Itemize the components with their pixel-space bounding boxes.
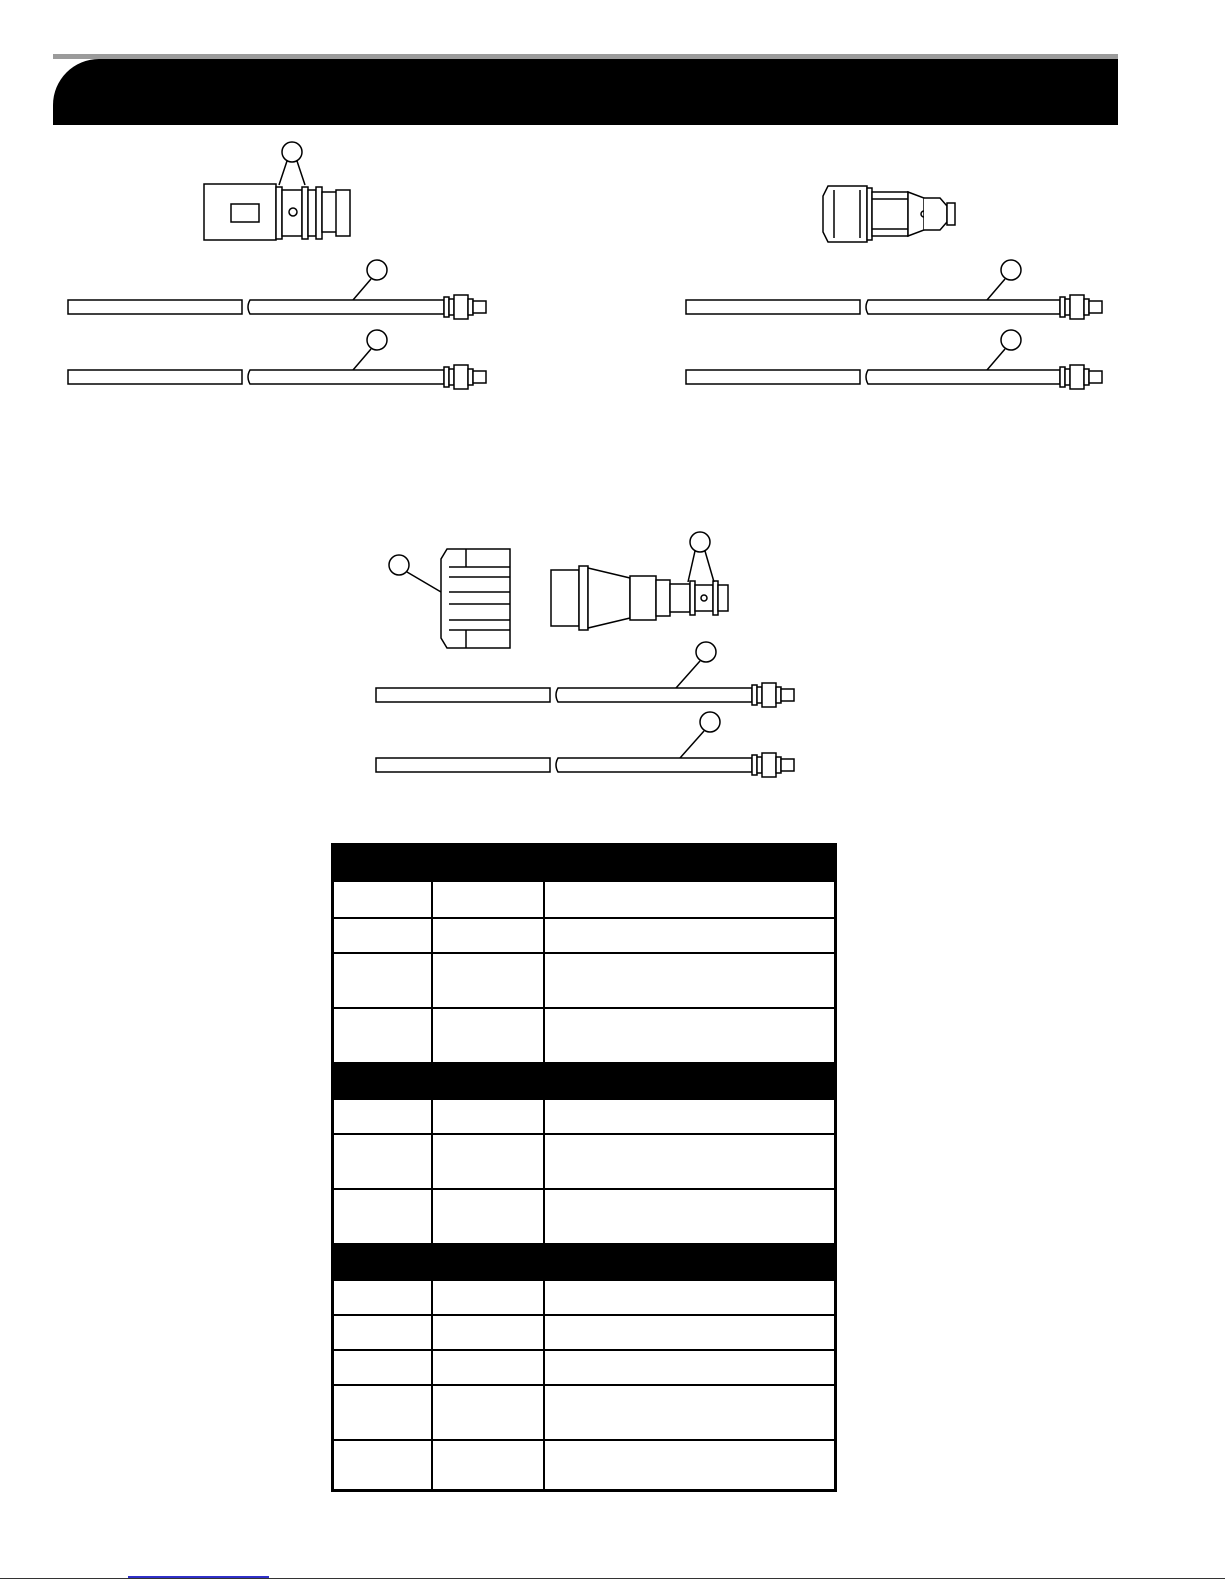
callout-top-right-lead-2 — [1001, 330, 1021, 350]
table-cell — [334, 882, 447, 917]
table-row — [334, 1100, 834, 1135]
table-row — [334, 1009, 834, 1064]
callout-top-left-lead-1 — [367, 260, 387, 280]
top-right-connector-drawing — [823, 186, 955, 242]
table-cell — [545, 1281, 834, 1314]
table-row — [334, 882, 834, 919]
table-cell — [433, 1009, 559, 1062]
table-cell — [545, 1351, 834, 1384]
table-cell — [545, 882, 834, 917]
table-cell — [334, 1190, 447, 1243]
parts-table — [331, 843, 837, 1492]
table-cell — [545, 1100, 834, 1133]
table-cell — [545, 1009, 834, 1062]
table-header-cell — [334, 846, 447, 880]
callout-center-connector — [690, 532, 710, 552]
table-cell — [545, 1441, 834, 1489]
table-cell — [334, 1441, 447, 1489]
table-row — [334, 1135, 834, 1190]
table-cell — [433, 1386, 559, 1439]
table-cell — [545, 954, 834, 1007]
table-cell — [334, 1281, 447, 1314]
table-section-title — [334, 1064, 834, 1098]
top-right-lead-1-drawing — [686, 295, 1102, 319]
table-row — [334, 1281, 834, 1316]
table-cell — [334, 1316, 447, 1349]
table-cell — [545, 919, 834, 952]
table-cell — [433, 1100, 559, 1133]
table-cell — [545, 1135, 834, 1188]
table-row — [334, 1351, 834, 1386]
table-header-cell — [545, 846, 834, 880]
table-cell — [433, 882, 559, 917]
table-cell — [545, 1190, 834, 1243]
table-header-cell — [433, 846, 559, 880]
footer-rule — [0, 1578, 1225, 1579]
table-header-row — [334, 846, 834, 882]
table-section-title — [334, 1245, 834, 1279]
table-cell — [334, 919, 447, 952]
top-left-lead-2-drawing — [68, 365, 486, 389]
table-cell — [334, 1009, 447, 1062]
callout-center-lead-2 — [700, 712, 720, 732]
table-cell — [433, 954, 559, 1007]
table-cell — [433, 1316, 559, 1349]
table-section-header — [334, 1245, 834, 1281]
table-row — [334, 1441, 834, 1489]
top-right-lead-2-drawing — [686, 365, 1102, 389]
callout-center-nut — [389, 555, 409, 575]
table-cell — [334, 1135, 447, 1188]
callout-center-lead-1 — [696, 642, 716, 662]
table-cell — [545, 1386, 834, 1439]
table-row — [334, 1386, 834, 1441]
table-cell — [334, 1351, 447, 1384]
footer-link[interactable] — [128, 1576, 269, 1578]
table-row — [334, 919, 834, 954]
table-section-header — [334, 1064, 834, 1100]
center-connector-drawing — [551, 566, 728, 630]
top-left-connector-drawing — [204, 142, 350, 240]
table-cell — [334, 954, 447, 1007]
table-cell — [334, 1386, 447, 1439]
table-cell — [433, 1281, 559, 1314]
table-row — [334, 1316, 834, 1351]
table-row — [334, 1190, 834, 1245]
table-cell — [334, 1100, 447, 1133]
center-nut-drawing — [441, 549, 510, 648]
table-cell — [433, 1135, 559, 1188]
table-cell — [433, 919, 559, 952]
center-lead-2-drawing — [376, 753, 794, 777]
table-cell — [433, 1190, 559, 1243]
center-lead-1-drawing — [376, 683, 794, 707]
table-cell — [433, 1351, 559, 1384]
callout-top-left-lead-2 — [367, 330, 387, 350]
table-cell — [545, 1316, 834, 1349]
table-cell — [433, 1441, 559, 1489]
table-row — [334, 954, 834, 1009]
callout-top-right-lead-1 — [1001, 260, 1021, 280]
top-left-lead-1-drawing — [68, 295, 486, 319]
